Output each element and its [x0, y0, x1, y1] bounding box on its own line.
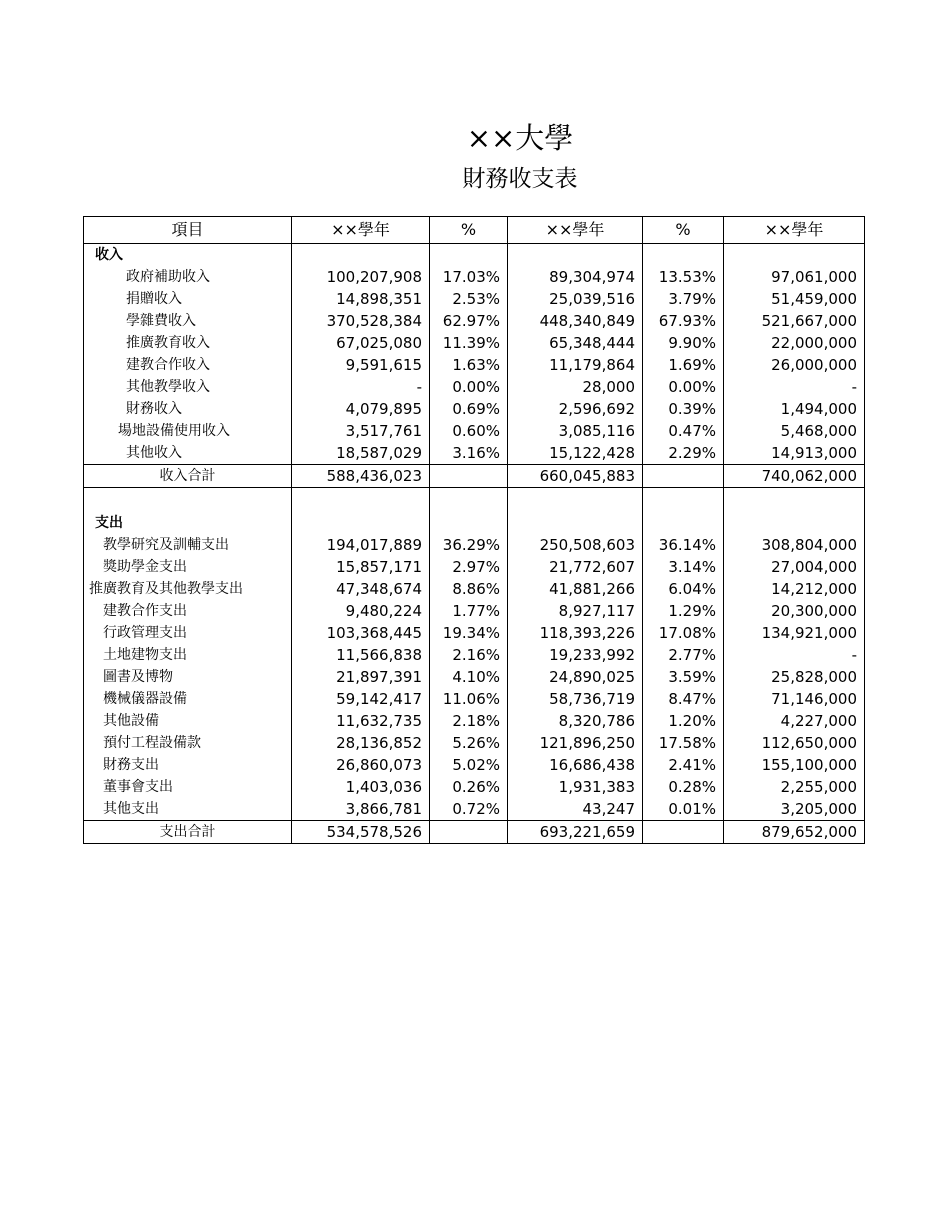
total-year-3: 740,062,000	[724, 465, 865, 488]
percent-year-2: 36.14%	[643, 534, 724, 556]
empty-cell	[84, 500, 292, 512]
table-row	[84, 420, 865, 442]
empty-cell	[430, 821, 508, 844]
percent-year-1: 0.26%	[430, 776, 508, 798]
table-row	[84, 556, 865, 578]
percent-year-1: 0.69%	[430, 398, 508, 420]
percent-year-2: 6.04%	[643, 578, 724, 600]
total-label: 收入合計	[84, 465, 292, 488]
percent-year-2: 0.01%	[643, 798, 724, 821]
percent-year-2: 1.69%	[643, 354, 724, 376]
value-year-2: 11,179,864	[508, 354, 643, 376]
value-year-1: 9,480,224	[292, 600, 430, 622]
percent-year-2: 3.59%	[643, 666, 724, 688]
financial-table	[83, 216, 865, 844]
value-year-3: 4,227,000	[724, 710, 865, 732]
table-row	[84, 688, 865, 710]
total-year-1: 534,578,526	[292, 821, 430, 844]
percent-year-2: 3.14%	[643, 556, 724, 578]
value-year-2: 65,348,444	[508, 332, 643, 354]
row-label: 預付工程設備款	[84, 732, 292, 754]
row-label: 機械儀器設備	[84, 688, 292, 710]
table-row	[84, 644, 865, 666]
percent-year-1: 5.26%	[430, 732, 508, 754]
total-label: 支出合計	[84, 821, 292, 844]
row-label: 教學研究及訓輔支出	[84, 534, 292, 556]
percent-year-1: 5.02%	[430, 754, 508, 776]
header-percent-2: %	[643, 217, 724, 244]
value-year-3: 26,000,000	[724, 354, 865, 376]
row-label: 推廣教育收入	[84, 332, 292, 354]
value-year-1: 21,897,391	[292, 666, 430, 688]
percent-year-1: 62.97%	[430, 310, 508, 332]
value-year-1: 18,587,029	[292, 442, 430, 465]
value-year-2: 2,596,692	[508, 398, 643, 420]
total-year-1: 588,436,023	[292, 465, 430, 488]
value-year-3: 27,004,000	[724, 556, 865, 578]
income-total-row	[84, 465, 865, 488]
table-row	[84, 310, 865, 332]
header-percent-1: %	[430, 217, 508, 244]
value-year-1: 26,860,073	[292, 754, 430, 776]
value-year-2: 121,896,250	[508, 732, 643, 754]
row-label: 學雜費收入	[84, 310, 292, 332]
total-year-3: 879,652,000	[724, 821, 865, 844]
table-row	[84, 666, 865, 688]
value-year-1: 194,017,889	[292, 534, 430, 556]
table-row	[84, 798, 865, 821]
value-year-2: 58,736,719	[508, 688, 643, 710]
percent-year-2: 9.90%	[643, 332, 724, 354]
percent-year-1: 0.60%	[430, 420, 508, 442]
percent-year-1: 2.18%	[430, 710, 508, 732]
empty-cell	[508, 500, 643, 512]
row-label: 土地建物支出	[84, 644, 292, 666]
empty-cell	[292, 244, 430, 267]
total-year-2: 660,045,883	[508, 465, 643, 488]
value-year-3: 155,100,000	[724, 754, 865, 776]
percent-year-2: 0.00%	[643, 376, 724, 398]
percent-year-1: 8.86%	[430, 578, 508, 600]
row-label: 獎助學金支出	[84, 556, 292, 578]
value-year-1: 11,632,735	[292, 710, 430, 732]
empty-cell	[643, 512, 724, 534]
value-year-1: 59,142,417	[292, 688, 430, 710]
value-year-2: 1,931,383	[508, 776, 643, 798]
value-year-3: 22,000,000	[724, 332, 865, 354]
empty-cell	[643, 465, 724, 488]
percent-year-1: 0.72%	[430, 798, 508, 821]
row-label: 財務支出	[84, 754, 292, 776]
table-row	[84, 732, 865, 754]
value-year-2: 89,304,974	[508, 266, 643, 288]
value-year-2: 24,890,025	[508, 666, 643, 688]
empty-cell	[430, 465, 508, 488]
percent-year-1: 1.63%	[430, 354, 508, 376]
percent-year-1: 19.34%	[430, 622, 508, 644]
header-year-3: ××學年	[724, 217, 865, 244]
empty-cell	[84, 488, 292, 501]
row-label: 董事會支出	[84, 776, 292, 798]
table-row	[84, 332, 865, 354]
value-year-3: 521,667,000	[724, 310, 865, 332]
value-year-3: 1,494,000	[724, 398, 865, 420]
empty-cell	[643, 821, 724, 844]
value-year-3: 25,828,000	[724, 666, 865, 688]
value-year-3: 2,255,000	[724, 776, 865, 798]
percent-year-2: 0.28%	[643, 776, 724, 798]
table-row	[84, 398, 865, 420]
percent-year-1: 1.77%	[430, 600, 508, 622]
empty-cell	[508, 244, 643, 267]
percent-year-2: 0.39%	[643, 398, 724, 420]
percent-year-2: 2.77%	[643, 644, 724, 666]
table-row	[84, 354, 865, 376]
empty-cell	[292, 512, 430, 534]
percent-year-2: 2.29%	[643, 442, 724, 465]
empty-cell	[643, 488, 724, 501]
row-label: 建教合作收入	[84, 354, 292, 376]
value-year-3: 308,804,000	[724, 534, 865, 556]
percent-year-1: 36.29%	[430, 534, 508, 556]
value-year-3: 97,061,000	[724, 266, 865, 288]
expense-section-row	[84, 512, 865, 534]
value-year-3: 51,459,000	[724, 288, 865, 310]
value-year-2: 28,000	[508, 376, 643, 398]
page-subtitle: 財務收支表	[462, 166, 578, 192]
percent-year-2: 1.29%	[643, 600, 724, 622]
value-year-1: 15,857,171	[292, 556, 430, 578]
percent-year-2: 3.79%	[643, 288, 724, 310]
value-year-3: -	[724, 376, 865, 398]
row-label: 政府補助收入	[84, 266, 292, 288]
empty-cell	[292, 500, 430, 512]
value-year-1: 47,348,674	[292, 578, 430, 600]
table-row	[84, 442, 865, 465]
spacer-row	[84, 488, 865, 501]
empty-cell	[724, 244, 865, 267]
percent-year-2: 13.53%	[643, 266, 724, 288]
table-row	[84, 266, 865, 288]
value-year-1: 28,136,852	[292, 732, 430, 754]
value-year-2: 15,122,428	[508, 442, 643, 465]
value-year-2: 16,686,438	[508, 754, 643, 776]
value-year-1: 9,591,615	[292, 354, 430, 376]
row-label: 行政管理支出	[84, 622, 292, 644]
value-year-3: 14,913,000	[724, 442, 865, 465]
percent-year-1: 17.03%	[430, 266, 508, 288]
percent-year-1: 4.10%	[430, 666, 508, 688]
value-year-2: 448,340,849	[508, 310, 643, 332]
value-year-1: 67,025,080	[292, 332, 430, 354]
value-year-3: 14,212,000	[724, 578, 865, 600]
table-row	[84, 622, 865, 644]
table-row	[84, 710, 865, 732]
percent-year-1: 2.97%	[430, 556, 508, 578]
expense-total-row	[84, 821, 865, 844]
percent-year-1: 11.06%	[430, 688, 508, 710]
percent-year-1: 11.39%	[430, 332, 508, 354]
value-year-1: 11,566,838	[292, 644, 430, 666]
percent-year-2: 0.47%	[643, 420, 724, 442]
row-label: 場地設備使用收入	[84, 420, 292, 442]
percent-year-1: 2.16%	[430, 644, 508, 666]
table-row	[84, 776, 865, 798]
value-year-1: 3,866,781	[292, 798, 430, 821]
percent-year-2: 17.58%	[643, 732, 724, 754]
table-row	[84, 754, 865, 776]
table-row	[84, 578, 865, 600]
value-year-1: 103,368,445	[292, 622, 430, 644]
value-year-2: 3,085,116	[508, 420, 643, 442]
value-year-2: 250,508,603	[508, 534, 643, 556]
row-label: 捐贈收入	[84, 288, 292, 310]
page-title: ××大學	[466, 121, 574, 155]
empty-cell	[724, 512, 865, 534]
table-row	[84, 534, 865, 556]
table-row	[84, 600, 865, 622]
percent-year-2: 67.93%	[643, 310, 724, 332]
row-label: 其他收入	[84, 442, 292, 465]
income-section-row	[84, 244, 865, 267]
value-year-2: 25,039,516	[508, 288, 643, 310]
value-year-3: 5,468,000	[724, 420, 865, 442]
header-item: 項目	[84, 217, 292, 244]
value-year-1: 4,079,895	[292, 398, 430, 420]
row-label: 其他教學收入	[84, 376, 292, 398]
value-year-3: 112,650,000	[724, 732, 865, 754]
value-year-2: 19,233,992	[508, 644, 643, 666]
percent-year-1: 0.00%	[430, 376, 508, 398]
value-year-2: 21,772,607	[508, 556, 643, 578]
value-year-3: -	[724, 644, 865, 666]
value-year-1: 1,403,036	[292, 776, 430, 798]
empty-cell	[643, 500, 724, 512]
header-year-2: ××學年	[508, 217, 643, 244]
value-year-3: 71,146,000	[724, 688, 865, 710]
value-year-2: 8,927,117	[508, 600, 643, 622]
header-year-1: ××學年	[292, 217, 430, 244]
empty-cell	[724, 488, 865, 501]
percent-year-1: 3.16%	[430, 442, 508, 465]
value-year-2: 41,881,266	[508, 578, 643, 600]
percent-year-2: 8.47%	[643, 688, 724, 710]
value-year-2: 118,393,226	[508, 622, 643, 644]
percent-year-2: 2.41%	[643, 754, 724, 776]
empty-cell	[292, 488, 430, 501]
percent-year-1: 2.53%	[430, 288, 508, 310]
table-row	[84, 376, 865, 398]
value-year-3: 20,300,000	[724, 600, 865, 622]
empty-cell	[430, 500, 508, 512]
row-label: 其他設備	[84, 710, 292, 732]
empty-cell	[430, 244, 508, 267]
total-year-2: 693,221,659	[508, 821, 643, 844]
percent-year-2: 1.20%	[643, 710, 724, 732]
value-year-1: 100,207,908	[292, 266, 430, 288]
row-label: 圖書及博物	[84, 666, 292, 688]
value-year-2: 43,247	[508, 798, 643, 821]
header-row	[84, 217, 865, 244]
value-year-1: 3,517,761	[292, 420, 430, 442]
value-year-3: 3,205,000	[724, 798, 865, 821]
value-year-1: -	[292, 376, 430, 398]
income-section-label: 收入	[84, 244, 292, 267]
row-label: 其他支出	[84, 798, 292, 821]
empty-cell	[643, 244, 724, 267]
empty-cell	[430, 512, 508, 534]
expense-section-label: 支出	[84, 512, 292, 534]
value-year-3: 134,921,000	[724, 622, 865, 644]
value-year-2: 8,320,786	[508, 710, 643, 732]
row-label: 推廣教育及其他教學支出	[84, 578, 292, 600]
row-label: 建教合作支出	[84, 600, 292, 622]
value-year-1: 370,528,384	[292, 310, 430, 332]
empty-cell	[508, 488, 643, 501]
spacer-row	[84, 500, 865, 512]
empty-cell	[508, 512, 643, 534]
table-row	[84, 288, 865, 310]
value-year-1: 14,898,351	[292, 288, 430, 310]
empty-cell	[430, 488, 508, 501]
percent-year-2: 17.08%	[643, 622, 724, 644]
empty-cell	[724, 500, 865, 512]
row-label: 財務收入	[84, 398, 292, 420]
